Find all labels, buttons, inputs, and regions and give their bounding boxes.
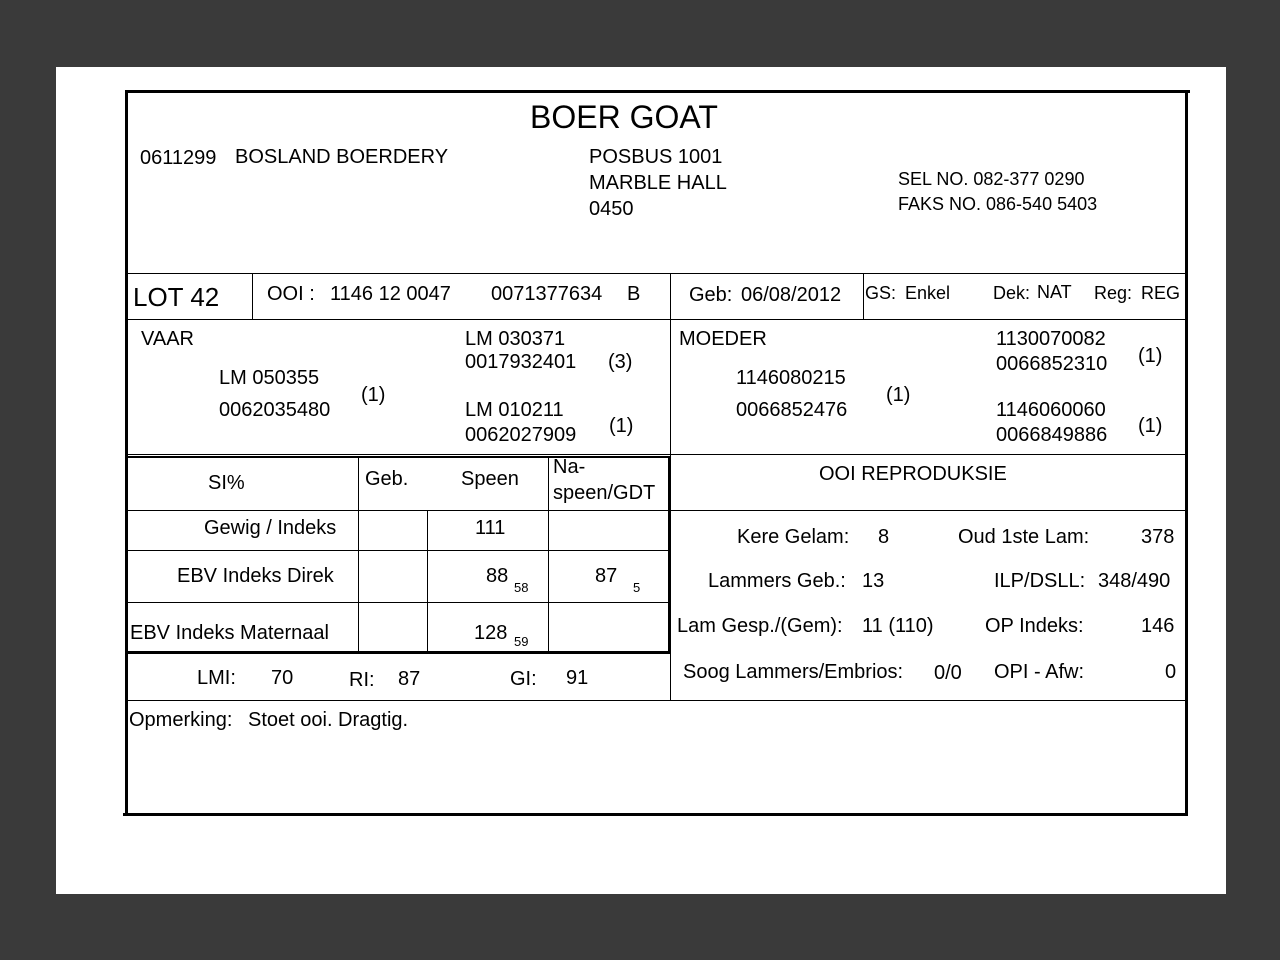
- sire-count: (1): [361, 384, 386, 406]
- dam-sire-reg: 0066852310: [996, 353, 1108, 375]
- row-maternaal-speen: 128: [474, 622, 508, 644]
- gi-label: GI:: [510, 668, 537, 690]
- dam-sire-id: 1130070082: [996, 328, 1106, 350]
- header-naspeen-2: speen/GDT: [553, 482, 656, 504]
- dek-label: Dek:: [993, 283, 1031, 303]
- header-naspeen-1: Na-: [553, 456, 586, 478]
- dam-id: 1146080215: [736, 367, 846, 389]
- kere-value: 8: [878, 526, 890, 548]
- cell-number: SEL NO. 082-377 0290: [898, 169, 1085, 189]
- row-label-gewig: Gewig / Indeks: [204, 517, 337, 539]
- row-maternaal-speen-sub: 59: [514, 634, 529, 649]
- card-title: BOER GOAT: [530, 99, 718, 135]
- address-line-2: MARBLE HALL: [589, 172, 727, 194]
- remark-label: Opmerking:: [129, 709, 233, 731]
- row-direk-naspeen: 87: [595, 565, 618, 587]
- ilp-label: ILP/DSLL:: [994, 570, 1086, 592]
- gs-value: Enkel: [905, 283, 951, 303]
- rule-geb-divider: [863, 273, 864, 319]
- gs-label: GS:: [865, 283, 897, 303]
- lammers-label: Lammers Geb.:: [708, 570, 846, 592]
- ooi-grade: B: [627, 283, 641, 305]
- frame-bottom: [123, 813, 1188, 816]
- geb-value: 06/08/2012: [741, 284, 842, 306]
- ooi-reg: 0071377634: [491, 283, 603, 305]
- dam-dam-reg: 0066849886: [996, 424, 1108, 446]
- opi-value: 0: [1165, 661, 1177, 683]
- dam-count: (1): [886, 384, 911, 406]
- oud-value: 378: [1141, 526, 1175, 548]
- soog-value: 0/0: [934, 662, 962, 684]
- rule-remark-top: [127, 700, 1187, 701]
- dam-label: MOEDER: [679, 328, 767, 350]
- dam-dam-id: 1146060060: [996, 399, 1106, 421]
- rule-index-row2: [127, 602, 670, 603]
- lmi-value: 70: [271, 667, 294, 689]
- repro-title: OOI REPRODUKSIE: [819, 463, 1007, 485]
- fax-number: FAKS NO. 086-540 5403: [898, 194, 1098, 214]
- sire-dam-name: LM 010211: [465, 399, 564, 421]
- reg-label: Reg:: [1094, 283, 1133, 303]
- rule-lot-bottom: [127, 319, 1187, 320]
- remark-text: Stoet ooi. Dragtig.: [248, 709, 409, 731]
- breeder-number: 0611299: [140, 147, 217, 169]
- rule-index-right: [668, 456, 671, 654]
- rule-lot-top: [127, 273, 1187, 274]
- gi-value: 91: [566, 667, 589, 689]
- op-value: 146: [1141, 615, 1175, 637]
- sire-sire-count: (3): [608, 351, 633, 373]
- frame-right: [1185, 90, 1188, 816]
- sire-name: LM 050355: [219, 367, 320, 389]
- oud-label: Oud 1ste Lam:: [958, 526, 1090, 548]
- frame-top: [125, 90, 1190, 93]
- row-direk-speen: 88: [486, 565, 509, 587]
- rule-index-header: [127, 510, 1187, 511]
- sire-sire-name: LM 030371: [465, 328, 566, 350]
- breeder-name: BOSLAND BOERDERY: [235, 146, 449, 168]
- frame-left: [125, 90, 128, 816]
- rule-index-top: [127, 456, 670, 458]
- gesp-label: Lam Gesp./(Gem):: [677, 615, 843, 637]
- rule-index-row1: [127, 550, 670, 551]
- reg-value: REG: [1141, 283, 1181, 303]
- ooi-label: OOI :: [267, 283, 315, 305]
- row-label-maternaal: EBV Indeks Maternaal: [130, 622, 329, 644]
- dam-sire-count: (1): [1138, 345, 1163, 367]
- address-line-1: POSBUS 1001: [589, 146, 723, 168]
- geb-label: Geb:: [689, 284, 733, 306]
- ilp-value: 348/490: [1098, 570, 1171, 592]
- row-direk-speen-sub: 58: [514, 580, 529, 595]
- address-line-3: 0450: [589, 198, 634, 220]
- dam-reg: 0066852476: [736, 399, 848, 421]
- opi-label: OPI - Afw:: [994, 661, 1085, 683]
- lammers-value: 13: [862, 570, 885, 592]
- rule-col-geb: [427, 510, 428, 652]
- lot-label: LOT 42: [133, 282, 220, 312]
- sire-reg: 0062035480: [219, 399, 331, 421]
- soog-label: Soog Lammers/Embrios:: [683, 661, 904, 683]
- rule-col-si: [358, 458, 359, 652]
- sire-label: VAAR: [141, 328, 194, 350]
- header-si: SI%: [208, 472, 245, 494]
- ri-value: 87: [398, 668, 421, 690]
- sire-dam-count: (1): [609, 415, 634, 437]
- rule-col-speen: [548, 458, 549, 652]
- kere-label: Kere Gelam:: [737, 526, 850, 548]
- header-speen: Speen: [461, 468, 519, 490]
- lmi-label: LMI:: [197, 667, 236, 689]
- op-label: OP Indeks:: [985, 615, 1084, 637]
- gesp-value: 11 (110): [862, 615, 934, 637]
- sire-dam-reg: 0062027909: [465, 424, 577, 446]
- row-direk-naspeen-sub: 5: [633, 580, 641, 595]
- dek-value: NAT: [1037, 282, 1072, 302]
- rule-index-bottom: [127, 651, 670, 654]
- rule-lot-divider: [252, 273, 253, 319]
- sire-sire-reg: 0017932401: [465, 351, 577, 373]
- dam-dam-count: (1): [1138, 415, 1163, 437]
- row-label-direk: EBV Indeks Direk: [177, 565, 334, 587]
- ooi-id: 1146 12 0047: [330, 283, 451, 305]
- rule-pedigree-bottom: [127, 454, 1187, 455]
- header-geb: Geb.: [365, 468, 409, 490]
- ri-label: RI:: [349, 669, 375, 691]
- row-gewig-speen: 111: [475, 517, 506, 539]
